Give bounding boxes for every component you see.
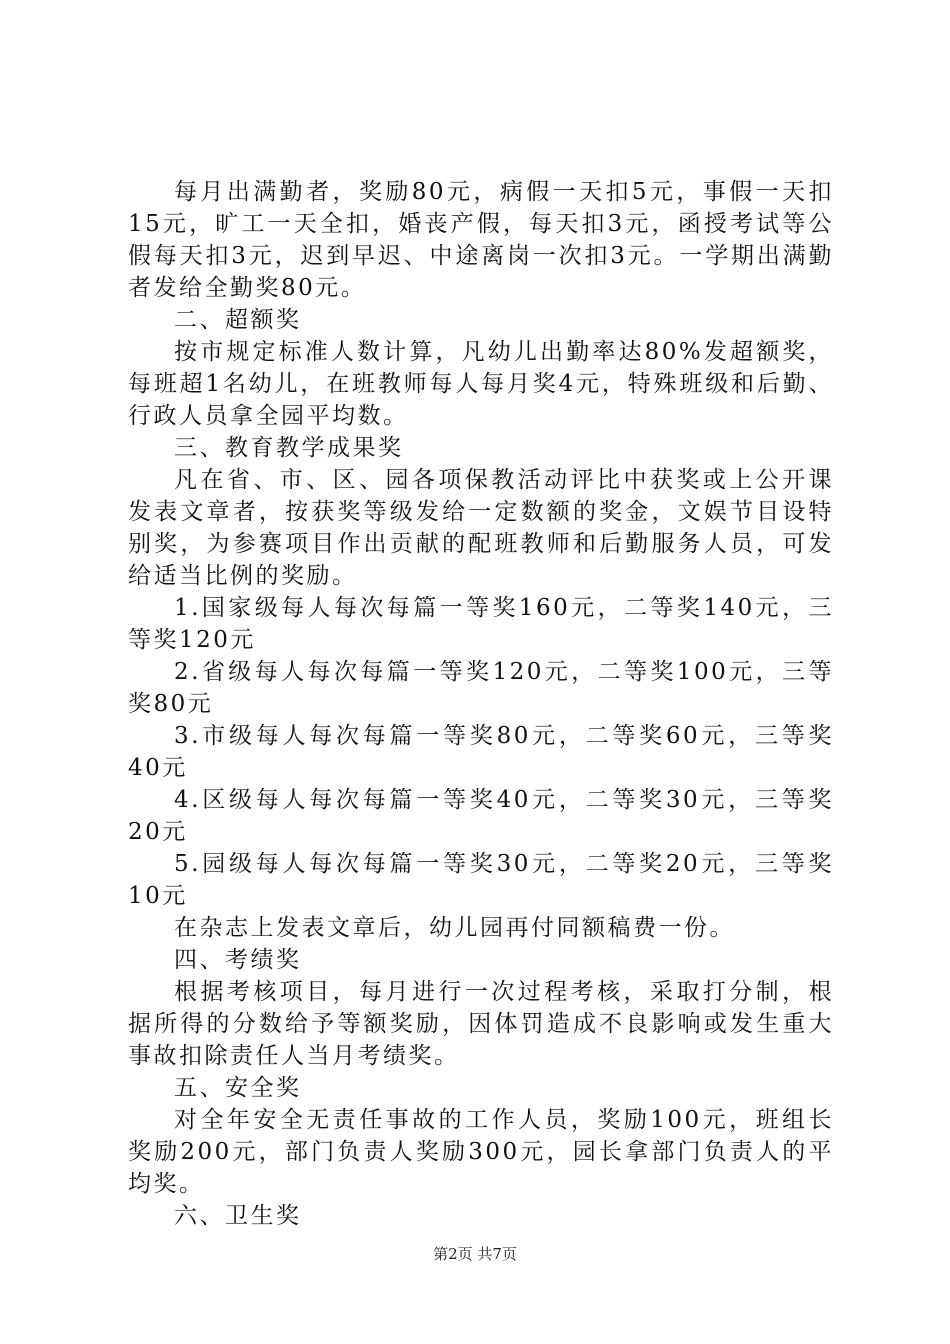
paragraph-magazine-fee: 在杂志上发表文章后，幼儿园再付同额稿费一份。: [174, 915, 735, 941]
paragraph-excess-award: 按市规定标准人数计算，凡幼儿出勤率达80%发超额奖，每班超1名幼儿，在班教师每人每月奖4元，特殊班级和后勤、行政人员拿全园平均数。: [128, 339, 834, 429]
heading-performance-award: 四、考绩奖: [174, 947, 302, 973]
paragraph-safety-award: 对全年安全无责任事故的工作人员，奖励100元，班组长奖励200元，部门负责人奖励300元，园长拿部门负责人的平均奖。: [128, 1107, 834, 1197]
list-item-district-level: 4.区级每人每次每篇一等奖40元，二等奖30元，三等奖20元: [128, 787, 834, 845]
heading-teaching-achievement-award: 三、教育教学成果奖: [174, 435, 404, 461]
list-item-national-level: 1.国家级每人每次每篇一等奖160元，二等奖140元，三等奖120元: [128, 595, 834, 653]
document-body: [128, 176, 834, 1232]
heading-excess-award: 二、超额奖: [174, 307, 302, 333]
paragraph-performance-award: 根据考核项目，每月进行一次过程考核，采取打分制，根据所得的分数给予等额奖励，因体罚造成不良影响或发生重大事故扣除责任人当月考绩奖。: [128, 979, 834, 1069]
paragraph-teaching-achievement-award: 凡在省、市、区、园各项保教活动评比中获奖或上公开课发表文章者，按获奖等级发给一定数额的奖金，文娱节目设特别奖，为参赛项目作出贡献的配班教师和后勤服务人员，可发给适当比例的奖励。: [128, 467, 834, 589]
paragraph-attendance-rules: 每月出满勤者，奖励80元，病假一天扣5元，事假一天扣15元，旷工一天全扣，婚丧产假，每天扣3元，函授考试等公假每天扣3元，迟到早迟、中途离岗一次扣3元。一学期出满勤者发给全勤奖80元。: [128, 179, 834, 301]
heading-safety-award: 五、安全奖: [174, 1075, 302, 1101]
list-item-provincial-level: 2.省级每人每次每篇一等奖120元，二等奖100元，三等奖80元: [128, 659, 834, 717]
page-number-footer: 第2页 共7页: [433, 1245, 517, 1263]
heading-hygiene-award: 六、卫生奖: [174, 1203, 302, 1229]
list-item-kindergarten-level: 5.园级每人每次每篇一等奖30元，二等奖20元，三等奖10元: [128, 851, 834, 909]
list-item-city-level: 3.市级每人每次每篇一等奖80元，二等奖60元，三等奖40元: [128, 723, 834, 781]
